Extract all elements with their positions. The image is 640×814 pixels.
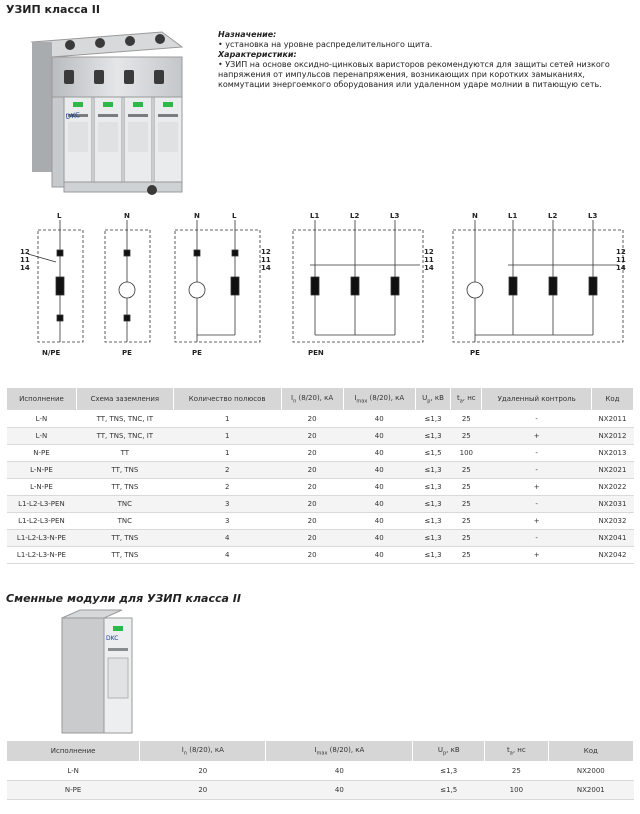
cell-remote: - bbox=[482, 496, 592, 513]
d4-label-bottom: PEN bbox=[308, 349, 324, 357]
cell-remote: - bbox=[482, 462, 592, 479]
cell-grounding: TT, TNS bbox=[76, 547, 173, 564]
cell-code: NX2022 bbox=[591, 479, 633, 496]
diagram-3p-pen bbox=[293, 220, 423, 342]
cell-code: NX2031 bbox=[591, 496, 633, 513]
col-in: $I_n$ (8/20), кА bbox=[140, 741, 266, 762]
table-row bbox=[7, 762, 634, 781]
d5-terminal-11: 11 bbox=[616, 256, 626, 264]
diagram-3p-n-pe bbox=[453, 220, 623, 342]
cell-ta: 25 bbox=[451, 513, 482, 530]
cell-imax: 40 bbox=[343, 445, 415, 462]
table-row bbox=[7, 479, 634, 496]
cell-code: NX2011 bbox=[591, 411, 633, 428]
cell-poles: 3 bbox=[173, 513, 281, 530]
cell-up: ≤1,3 bbox=[415, 530, 450, 547]
cell-poles: 1 bbox=[173, 428, 281, 445]
cell-in: 20 bbox=[281, 547, 343, 564]
col-code: Код bbox=[591, 388, 633, 411]
cell-remote: + bbox=[482, 513, 592, 530]
description-block bbox=[218, 30, 633, 90]
d4-label-l1: L1 bbox=[310, 212, 320, 220]
cell-poles: 1 bbox=[173, 411, 281, 428]
col-in: $I_n$ (8/20), кА bbox=[281, 388, 343, 411]
cell-in: 20 bbox=[281, 479, 343, 496]
features-heading: Характеристики: bbox=[218, 50, 297, 59]
cell-execution: L1-L2-L3-N-PE bbox=[7, 547, 77, 564]
diagram-n-pe bbox=[105, 220, 150, 342]
d5-label-l2: L2 bbox=[548, 212, 558, 220]
cell-ta: 25 bbox=[451, 547, 482, 564]
spd-4pole-image bbox=[22, 22, 197, 204]
cell-imax: 40 bbox=[266, 781, 413, 800]
cell-code: NX2041 bbox=[591, 530, 633, 547]
d1-terminal-14: 14 bbox=[20, 264, 30, 272]
col-ta: $t_a$, нс bbox=[485, 741, 549, 762]
col-imax: $I_{max}$ (8/20), кА bbox=[266, 741, 413, 762]
cell-grounding: TT, TNS, TNC, IT bbox=[76, 428, 173, 445]
d3-terminal-12: 12 bbox=[261, 248, 271, 256]
cell-remote: - bbox=[482, 411, 592, 428]
cell-up: ≤1,3 bbox=[415, 428, 450, 445]
table-row bbox=[7, 462, 634, 479]
cell-remote: - bbox=[482, 530, 592, 547]
cell-imax: 40 bbox=[343, 462, 415, 479]
purpose-heading: Назначение: bbox=[218, 30, 277, 39]
cell-up: ≤1,3 bbox=[415, 496, 450, 513]
cell-up: ≤1,3 bbox=[415, 411, 450, 428]
cell-code: NX2000 bbox=[548, 762, 633, 781]
modules-table-header bbox=[7, 741, 634, 762]
cell-in: 20 bbox=[140, 762, 266, 781]
cell-poles: 2 bbox=[173, 479, 281, 496]
cell-up: ≤1,3 bbox=[413, 762, 485, 781]
wiring-diagrams bbox=[20, 210, 630, 380]
cell-up: ≤1,3 bbox=[415, 479, 450, 496]
cell-in: 20 bbox=[281, 513, 343, 530]
cell-execution: L1-L2-L3-N-PE bbox=[7, 530, 77, 547]
cell-grounding: TT bbox=[76, 445, 173, 462]
d3-label-bottom: PE bbox=[192, 349, 202, 357]
d4-terminal-12: 12 bbox=[424, 248, 434, 256]
cell-ta: 25 bbox=[485, 762, 549, 781]
cell-up: ≤1,5 bbox=[413, 781, 485, 800]
table-row bbox=[7, 781, 634, 800]
cell-up: ≤1,3 bbox=[415, 462, 450, 479]
cell-grounding: TT, TNS bbox=[76, 479, 173, 496]
cell-in: 20 bbox=[281, 462, 343, 479]
d1-label-l: L bbox=[57, 212, 62, 220]
cell-poles: 2 bbox=[173, 462, 281, 479]
table-row bbox=[7, 513, 634, 530]
col-up: $U_p$, кВ bbox=[415, 388, 450, 411]
cell-in: 20 bbox=[281, 530, 343, 547]
col-poles: Количество полюсов bbox=[173, 388, 281, 411]
cell-code: NX2032 bbox=[591, 513, 633, 530]
module-brand-label: DKC bbox=[106, 635, 119, 642]
purpose-text: • установка на уровне распределительного щита. bbox=[218, 40, 433, 49]
cell-ta: 25 bbox=[451, 428, 482, 445]
cell-execution: L-N bbox=[7, 428, 77, 445]
col-execution: Исполнение bbox=[7, 388, 77, 411]
cell-grounding: TNC bbox=[76, 496, 173, 513]
d5-label-l3: L3 bbox=[588, 212, 598, 220]
cell-ta: 100 bbox=[451, 445, 482, 462]
table-row bbox=[7, 411, 634, 428]
cell-execution: N-PE bbox=[7, 445, 77, 462]
d3-terminal-11: 11 bbox=[261, 256, 271, 264]
cell-grounding: TT, TNS bbox=[76, 530, 173, 547]
col-grounding: Схема заземления bbox=[76, 388, 173, 411]
cell-ta: 100 bbox=[485, 781, 549, 800]
cell-poles: 4 bbox=[173, 530, 281, 547]
diagram-l-npe bbox=[28, 220, 83, 342]
cell-remote: + bbox=[482, 428, 592, 445]
cell-grounding: TT, TNS, TNC, IT bbox=[76, 411, 173, 428]
d4-terminal-11: 11 bbox=[424, 256, 434, 264]
cell-remote: + bbox=[482, 547, 592, 564]
table-row bbox=[7, 428, 634, 445]
cell-code: NX2042 bbox=[591, 547, 633, 564]
col-code: Код bbox=[548, 741, 633, 762]
cell-grounding: TT, TNS bbox=[76, 462, 173, 479]
spec-table bbox=[6, 387, 634, 564]
brand-label: DKC bbox=[65, 111, 81, 121]
cell-in: 20 bbox=[140, 781, 266, 800]
cell-execution: L-N-PE bbox=[7, 479, 77, 496]
d5-label-l1: L1 bbox=[508, 212, 518, 220]
cell-imax: 40 bbox=[343, 530, 415, 547]
col-up: $U_p$, кВ bbox=[413, 741, 485, 762]
cell-up: ≤1,3 bbox=[415, 513, 450, 530]
cell-code: NX2001 bbox=[548, 781, 633, 800]
cell-imax: 40 bbox=[343, 411, 415, 428]
d3-label-l: L bbox=[232, 212, 237, 220]
table-row bbox=[7, 496, 634, 513]
d5-terminal-14: 14 bbox=[616, 264, 626, 272]
cell-remote: - bbox=[482, 445, 592, 462]
cell-ta: 25 bbox=[451, 530, 482, 547]
d5-label-bottom: PE bbox=[470, 349, 480, 357]
d5-label-n: N bbox=[472, 212, 478, 220]
col-imax: $I_{max}$ (8/20), кА bbox=[343, 388, 415, 411]
cell-imax: 40 bbox=[266, 762, 413, 781]
d1-terminal-11: 11 bbox=[20, 256, 30, 264]
table-row bbox=[7, 547, 634, 564]
d3-label-n: N bbox=[194, 212, 200, 220]
d2-label-n: N bbox=[124, 212, 130, 220]
cell-up: ≤1,5 bbox=[415, 445, 450, 462]
features-text: • УЗИП на основе оксидно-цинковых варисторов рекомендуются для защиты сетей низкого напряжения от импульсов перенапряжения, возникающих при коротких замыканиях, коммутации энергоемкого оборудования или удаленном ударе молнии в питающую сеть. bbox=[218, 60, 610, 89]
d4-label-l2: L2 bbox=[350, 212, 360, 220]
col-ta: $t_a$, нс bbox=[451, 388, 482, 411]
cell-in: 20 bbox=[281, 445, 343, 462]
cell-execution: L-N bbox=[7, 411, 77, 428]
col-execution: Исполнение bbox=[7, 741, 140, 762]
cell-execution: N-PE bbox=[7, 781, 140, 800]
cell-code: NX2012 bbox=[591, 428, 633, 445]
col-remote: Удаленный контроль bbox=[482, 388, 592, 411]
d1-label-bottom: N/PE bbox=[42, 349, 61, 357]
cell-execution: L1-L2-L3-PEN bbox=[7, 513, 77, 530]
d2-label-bottom: PE bbox=[122, 349, 132, 357]
page-title: УЗИП класса II bbox=[6, 3, 100, 16]
cell-in: 20 bbox=[281, 428, 343, 445]
cell-ta: 25 bbox=[451, 411, 482, 428]
cell-poles: 3 bbox=[173, 496, 281, 513]
d1-terminal-12: 12 bbox=[20, 248, 30, 256]
cell-up: ≤1,3 bbox=[415, 547, 450, 564]
cell-code: NX2013 bbox=[591, 445, 633, 462]
cell-code: NX2021 bbox=[591, 462, 633, 479]
replacement-module-image bbox=[58, 608, 138, 738]
cell-in: 20 bbox=[281, 411, 343, 428]
cell-imax: 40 bbox=[343, 513, 415, 530]
cell-ta: 25 bbox=[451, 462, 482, 479]
table-row bbox=[7, 530, 634, 547]
cell-imax: 40 bbox=[343, 547, 415, 564]
cell-poles: 4 bbox=[173, 547, 281, 564]
modules-table bbox=[6, 740, 634, 800]
d4-terminal-14: 14 bbox=[424, 264, 434, 272]
modules-title: Сменные модули для УЗИП класса II bbox=[6, 592, 241, 605]
cell-execution: L1-L2-L3-PEN bbox=[7, 496, 77, 513]
diagram-n-l-pe bbox=[175, 220, 260, 342]
cell-imax: 40 bbox=[343, 428, 415, 445]
cell-grounding: TNC bbox=[76, 513, 173, 530]
cell-execution: L-N-PE bbox=[7, 462, 77, 479]
cell-imax: 40 bbox=[343, 496, 415, 513]
cell-remote: + bbox=[482, 479, 592, 496]
cell-poles: 1 bbox=[173, 445, 281, 462]
d4-label-l3: L3 bbox=[390, 212, 400, 220]
cell-imax: 40 bbox=[343, 479, 415, 496]
d3-terminal-14: 14 bbox=[261, 264, 271, 272]
cell-in: 20 bbox=[281, 496, 343, 513]
d5-terminal-12: 12 bbox=[616, 248, 626, 256]
cell-ta: 25 bbox=[451, 496, 482, 513]
table-row bbox=[7, 445, 634, 462]
cell-ta: 25 bbox=[451, 479, 482, 496]
cell-execution: L-N bbox=[7, 762, 140, 781]
spec-table-header bbox=[7, 388, 634, 411]
